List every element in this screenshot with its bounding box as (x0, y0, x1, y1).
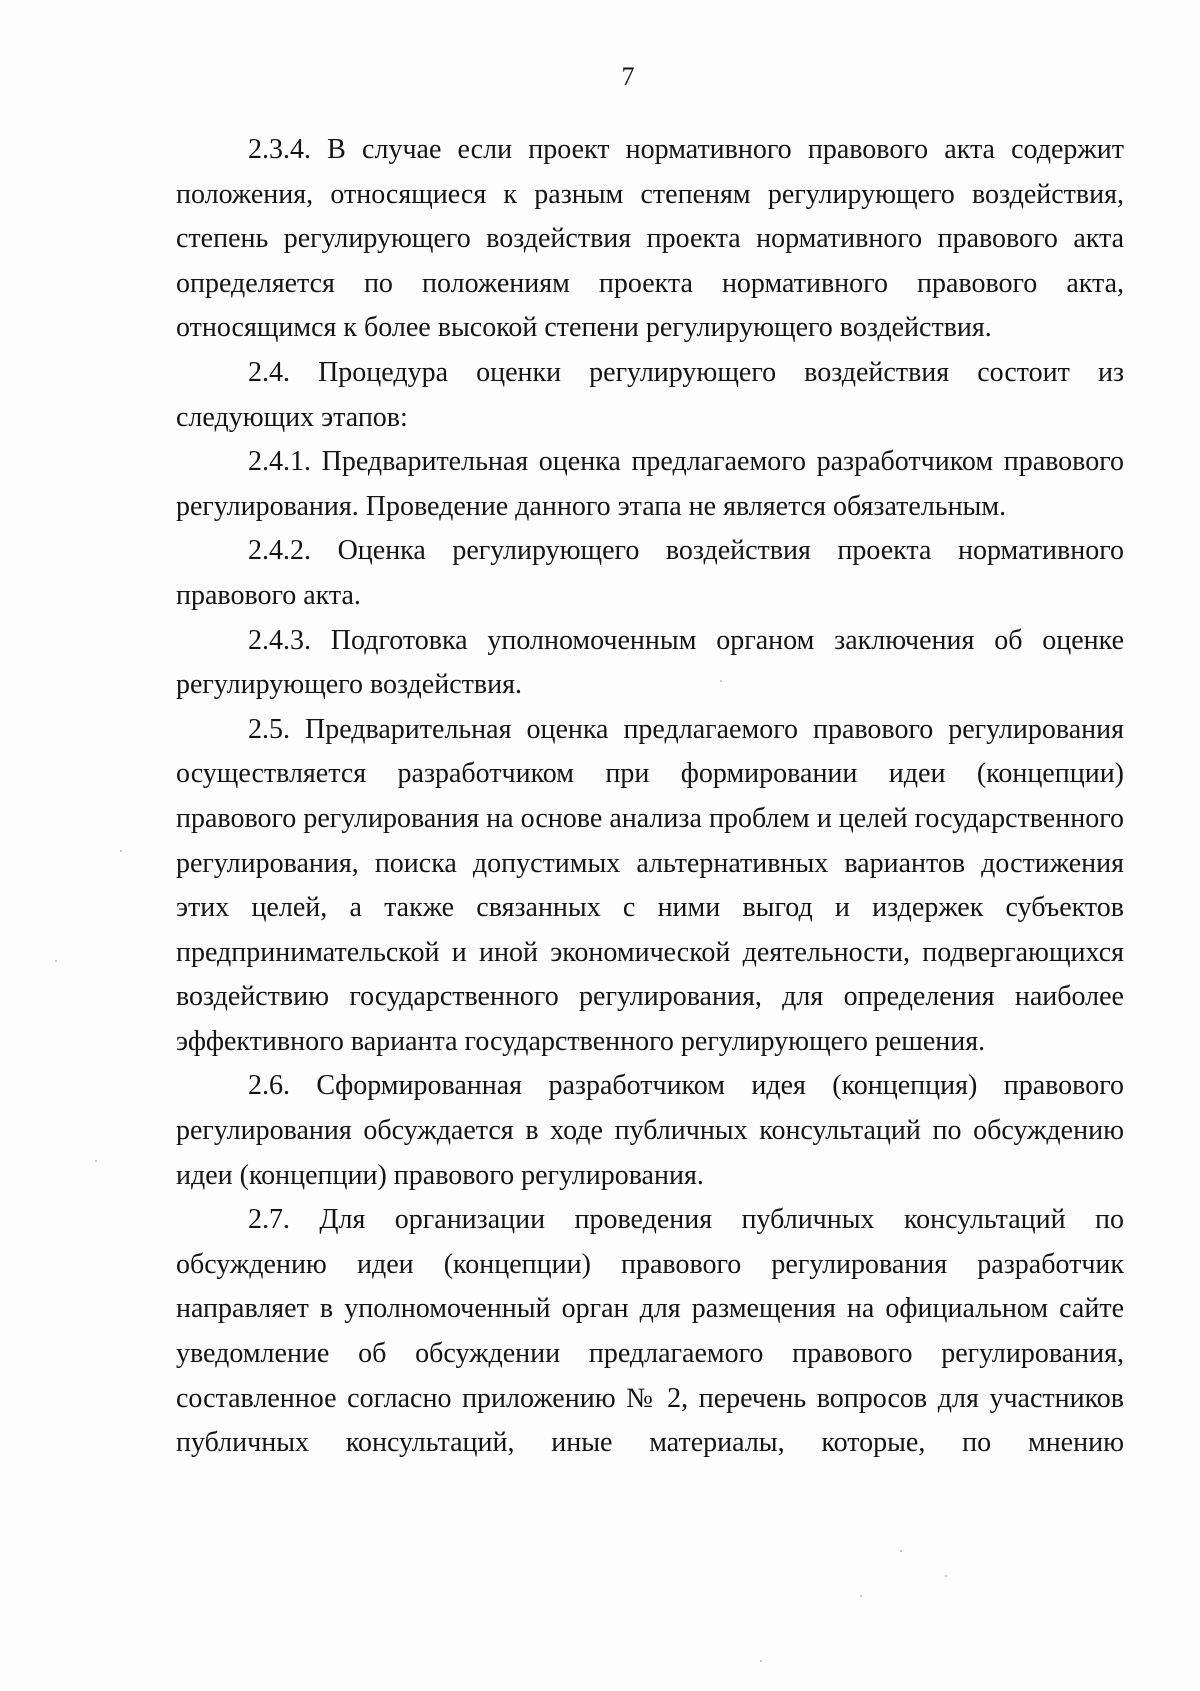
paragraph-2-4-3: 2.4.3. Подготовка уполномоченным органом заключения об оценке регулирующего воздействия. (176, 624, 1124, 701)
scan-speck (120, 850, 122, 852)
paragraph-2-6: 2.6. Сформированная разработчиком идея (концепция) правового регулирования обсуждается в ходе публичных консультаций по обсуждению идеи (концепции) правового регулирования. (176, 1070, 1124, 1191)
paragraph-2-4-2: 2.4.2. Оценка регулирующего воздействия проекта нормативного правового акта. (176, 535, 1124, 611)
scan-speck (720, 680, 722, 682)
paragraph-2-4-1: 2.4.1. Предварительная оценка предлагаемого разработчиком правового регулирования. Проведение данного этапа не является обязательным. (176, 446, 1124, 522)
paragraph-2-7: 2.7. Для организации проведения публичных консультаций по обсуждению идеи (концепции) правового регулирования разработчик направляет в уполномоченный орган для размещения на официальном сайте уведомление об обсуждении предлагаемого правового регулирования, составленное согласно приложению № 2, перечень вопросов для участников публичных консультаций, иные материалы, которые, по мнению (176, 1204, 1124, 1459)
scan-speck (55, 960, 57, 962)
scan-speck (900, 1550, 902, 1552)
scan-speck (95, 1160, 97, 1162)
paragraph-2-5: 2.5. Предварительная оценка предлагаемого правового регулирования осуществляется разработчиком при формировании идеи (концепции) правового регулирования на основе анализа проблем и целей государственного регулирования, поиска допустимых альтернативных вариантов достижения этих целей, а также связанных с ними выгод и издержек субъектов предпринимательской и иной экономической деятельности, подвергающихся воздействию государственного регулирования, для определения наиболее эффективного варианта государственного регулирующего решения. (176, 713, 1124, 1057)
paragraph-2-3-4: 2.3.4. В случае если проект нормативного правового акта содержит положения, относящиеся к разным степеням регулирующего воздействия, степень регулирующего воздействия проекта нормативного правового акта определяется по положениям проекта нормативного правового акта, относящимся к более высокой степени регулирующего воздействия. (176, 134, 1124, 344)
paragraph-2-4: 2.4. Процедура оценки регулирующего воздействия состоит из следующих этапов: (176, 356, 1124, 433)
page-number: 7 (621, 62, 635, 91)
document-body (176, 128, 1124, 1466)
scan-speck (860, 1595, 862, 1597)
scan-speck (760, 1660, 762, 1662)
scan-speck (945, 1575, 947, 1577)
